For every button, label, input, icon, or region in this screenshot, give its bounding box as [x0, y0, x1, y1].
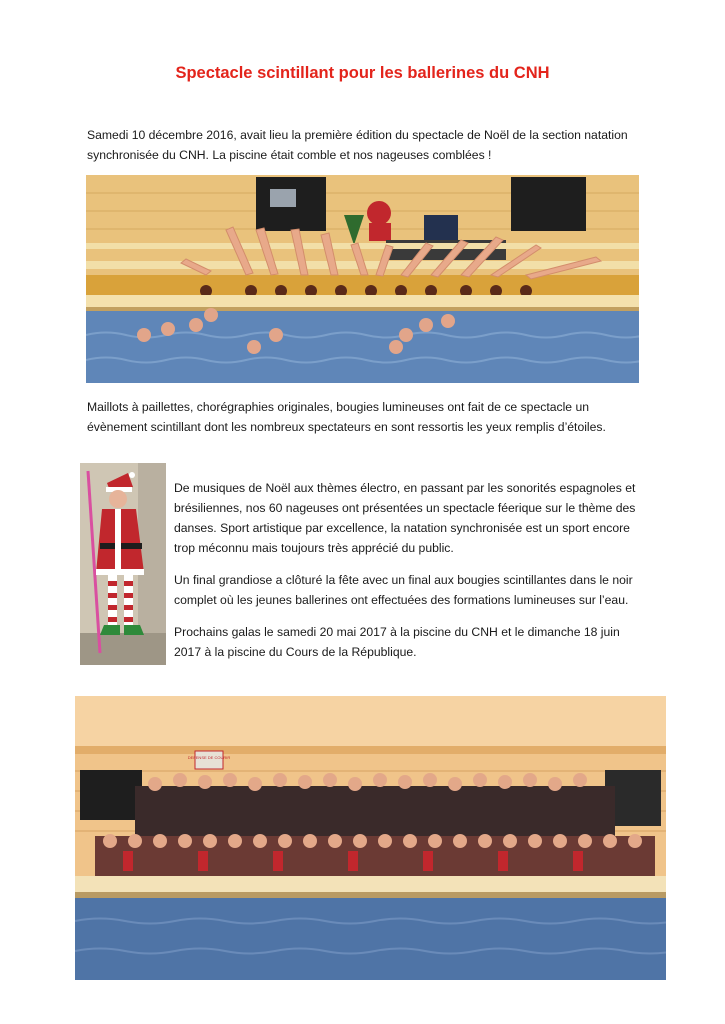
sequins-paragraph: Maillots à paillettes, chorégraphies originales, bougies lumineuses ont fait de ce spectacle un évènement scintillant dont les nombreux spectateurs en sont ressortis les yeux remplis d’étoiles.: [87, 400, 606, 434]
page-title: Spectacle scintillant pour les ballerines du CNH: [175, 64, 550, 82]
music-paragraph: De musiques de Noël aux thèmes électro, en passant par les sonorités espagnoles et brésiliennes, nos 60 nageuses ont présentées un spectacle féerique sur le thème des danses. Sport artistique par excellence, la natation synchronisée est un sport encore trop méconnu mais toujours très apprécié du public.: [174, 481, 636, 555]
intro-paragraph: Samedi 10 décembre 2016, avait lieu la première édition du spectacle de Noël de la section natation synchronisée du CNH. La piscine était comble et nos nageuses comblées !: [87, 128, 628, 162]
upcoming-galas-paragraph: Prochains galas le samedi 20 mai 2017 à la piscine du CNH et le dimanche 18 juin 2017 à la piscine du Cours de la République.: [174, 625, 620, 659]
santa-photo: [80, 463, 166, 665]
santa-photo-illustration: [80, 463, 166, 665]
no-running-sign-text: DEFENSE DE COURIR: [187, 755, 231, 760]
group-photo: [75, 696, 666, 980]
side-text: [174, 478, 644, 674]
finale-paragraph: Un final grandiose a clôturé la fête avec un final aux bougies scintillantes dans le noir complet où les jeunes ballerines ont effectuées des formations lumineuses sur l’eau.: [174, 573, 633, 607]
show-photo: [86, 175, 639, 383]
no-running-sign: [195, 751, 223, 769]
group-photo-illustration: [75, 696, 666, 980]
show-photo-illustration: [86, 175, 639, 383]
